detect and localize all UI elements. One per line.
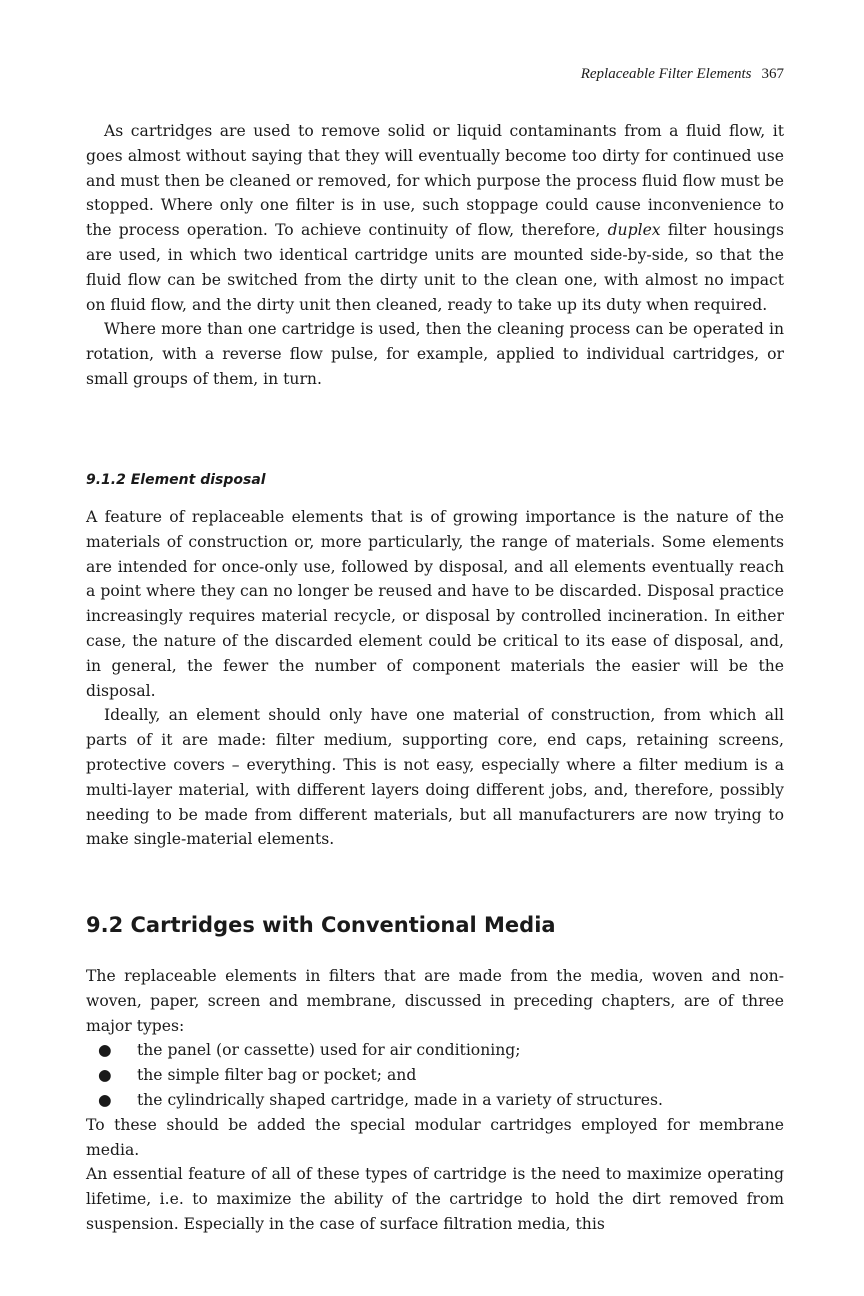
list-item-text: the cylindrically shaped cartridge, made in a variety of structures. — [137, 1090, 663, 1109]
paragraph-text: filter housings are used, in which two identical cartridge units are mounted side-by-side, so that the fluid flow can be switched from the dirty unit to the clean one, with almost no impact on fluid flow, and the dirty unit then cleaned, ready to take up its duty when required. — [86, 221, 784, 314]
bullet-icon: ● — [98, 1090, 112, 1109]
bullet-icon: ● — [98, 1041, 112, 1060]
paragraph: The replaceable elements in filters that are made from the media, woven and non-woven, paper, screen and membrane, discussed in preceding chapters, are of three major types: — [86, 967, 784, 1035]
list-item-text: the panel (or cassette) used for air conditioning; — [137, 1041, 521, 1060]
paragraph: Where more than one cartridge is used, then the cleaning process can be operated in rotation, with a reverse flow pulse, for example, applied to individual cartridges, or small groups of them, in turn. — [86, 320, 784, 388]
cartridge-cleaning-text — [86, 119, 784, 392]
page-number: 367 — [761, 66, 784, 82]
paragraph-text: As cartridges are used to remove solid or liquid contaminants from a fluid flow, it goes almost without saying that they will eventually become too dirty for continued use and must then be cleaned or removed, for which purpose the process fluid flow must be stopped. Where only one filter is in use, such stoppage could cause inconvenience to the process operation. To achieve continuity of flow, therefore, — [86, 122, 784, 240]
running-title: Replaceable Filter Elements — [580, 66, 752, 82]
list-item — [86, 1038, 784, 1063]
paragraph: An essential feature of all of these types of cartridge is the need to maximize operating lifetime, i.e. to maximize the ability of the cartridge to hold the dirt removed from suspension. Especially in the case of surface filtration media, this — [86, 1165, 784, 1233]
paragraph: To these should be added the special modular cartridges employed for membrane media. — [86, 1115, 784, 1159]
bullet-list — [86, 1038, 784, 1112]
list-item-text: the simple filter bag or pocket; and — [137, 1066, 417, 1085]
running-header — [581, 66, 784, 83]
list-item — [86, 1088, 784, 1113]
paragraph: Ideally, an element should only have one material of construction, from which all parts of it are made: filter medium, supporting core, end caps, retaining screens, protective covers – everything. This is not easy, especially where a filter medium is a multi-layer material, with different layers doing different jobs, and, therefore, possibly needing to be made from different materials, but all manufacturers are now trying to make single-material elements. — [86, 706, 784, 849]
section-heading: 9.2 Cartridges with Conventional Media — [86, 913, 556, 937]
emphasis-duplex: duplex — [607, 221, 661, 240]
paragraph — [86, 119, 784, 317]
conventional-media-text — [86, 964, 784, 1237]
bullet-icon: ● — [98, 1066, 112, 1085]
element-disposal-text — [86, 505, 784, 852]
subsection-heading: 9.1.2 Element disposal — [86, 472, 266, 488]
list-item — [86, 1063, 784, 1088]
paragraph: A feature of replaceable elements that is of growing importance is the nature of the materials of construction or, more particularly, the range of materials. Some elements are intended for once-only use, followed by disposal, and all elements eventually reach a point where they can no longer be reused and have to be discarded. Disposal practice increasingly requires material recycle, or disposal by controlled incineration. In either case, the nature of the discarded element could be critical to its ease of disposal, and, in general, the fewer the number of component materials the easier will be the disposal. — [86, 508, 784, 700]
